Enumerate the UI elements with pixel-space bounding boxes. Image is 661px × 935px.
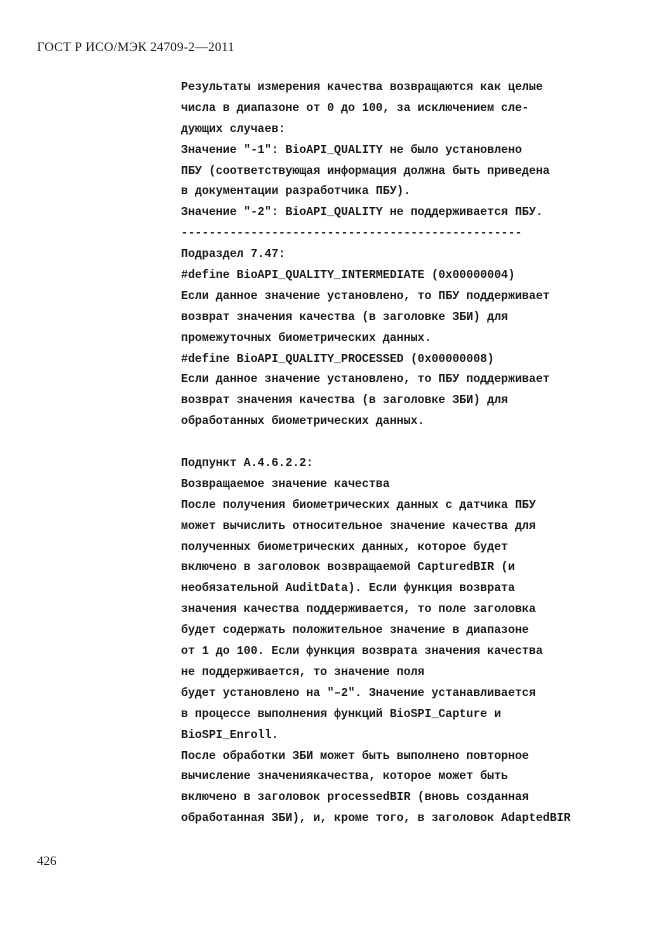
text-line: После обработки ЗБИ может быть выполнено повторное	[181, 749, 529, 763]
page-number: 426	[37, 853, 57, 868]
text-line: от 1 до 100. Если функция возврата значения качества	[181, 645, 543, 659]
text-line: в документации разработчика ПБУ).	[181, 185, 411, 199]
blank-line	[181, 433, 621, 454]
text-line: Результаты измерения качества возвращаются как целые	[181, 81, 543, 94]
text-line: включено в заголовок возвращаемой CapturedBIR (и	[181, 561, 515, 575]
document-body	[181, 78, 621, 830]
text-line: в процессе выполнения функций BioSPI_Capture и	[181, 707, 502, 721]
text-line: промежуточных биометрических данных.	[181, 331, 432, 345]
text-line: значения качества поддерживается, то поле заголовка	[181, 603, 536, 617]
text-line: будет содержать положительное значение в диапазоне	[181, 624, 529, 638]
text-line: обработанных биометрических данных.	[181, 415, 425, 429]
text-line: может вычислить относительное значение качества для	[181, 519, 536, 533]
text-line: не поддерживается, то значение поля	[181, 665, 425, 679]
text-line: После получения биометрических данных с датчика ПБУ	[181, 498, 536, 512]
text-line: Если данное значение установлено, то ПБУ поддерживает	[181, 373, 550, 387]
text-line: Возвращаемое значение качества	[181, 477, 390, 491]
text-line: BioSPI_Enroll.	[181, 728, 279, 742]
text-line: возврат значения качества (в заголовке ЗБИ) для	[181, 310, 508, 324]
text-line: возврат значения качества (в заголовке ЗБИ) для	[181, 394, 508, 408]
text-line: #define BioAPI_QUALITY_INTERMEDIATE (0x00000004)	[181, 269, 515, 283]
text-line: дующих случаев:	[181, 122, 286, 136]
document-header: ГОСТ Р ИСО/МЭК 24709-2—2011	[37, 39, 235, 54]
text-line: Значение "-2": BioAPI_QUALITY не поддерживается ПБУ.	[181, 206, 543, 220]
text-line: Подраздел 7.47:	[181, 248, 286, 262]
text-line: числа в диапазоне от 0 до 100, за исключением сле-	[181, 101, 529, 115]
text-line: #define BioAPI_QUALITY_PROCESSED (0x00000008)	[181, 352, 495, 366]
text-line: необязательной AuditData). Если функция возврата	[181, 582, 515, 596]
text-line: вычисление значениякачества, которое может быть	[181, 770, 508, 784]
text-line: включено в заголовок processedBIR (вновь созданная	[181, 791, 529, 805]
text-line: Подпункт А.4.6.2.2:	[181, 457, 314, 471]
text-line: ПБУ (соответствующая информация должна быть приведена	[181, 164, 550, 178]
text-line: -------------------------------------------------	[181, 227, 522, 241]
text-line: будет установлено на "–2". Значение устанавливается	[181, 686, 536, 700]
text-line: полученных биометрических данных, которое будет	[181, 540, 508, 554]
text-line: Если данное значение установлено, то ПБУ поддерживает	[181, 289, 550, 303]
text-line: Значение "-1": BioAPI_QUALITY не было установлено	[181, 143, 522, 157]
text-line: обработанная ЗБИ), и, кроме того, в заголовок AdaptedBIR	[181, 812, 571, 826]
